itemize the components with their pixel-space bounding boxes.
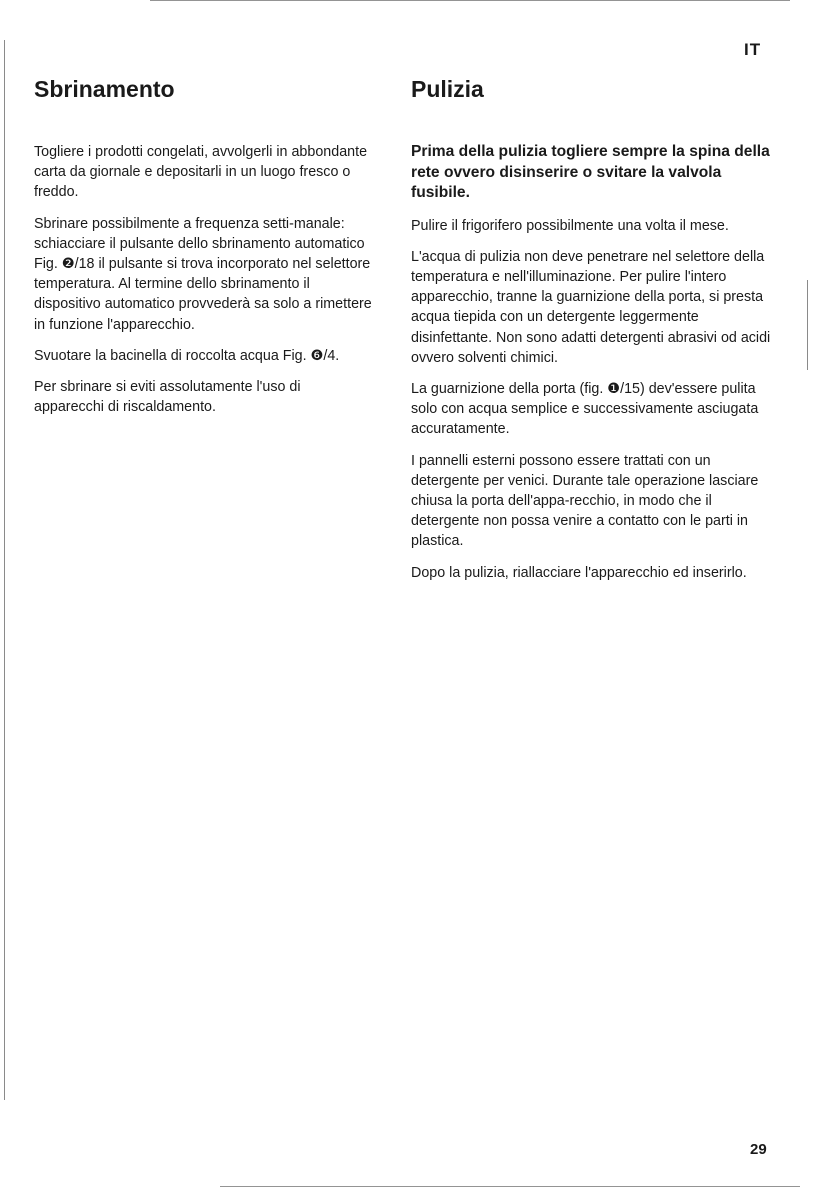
defrost-section (34, 74, 374, 428)
cleaning-paragraph-1: Pulire il frigorifero possibilmente una volta il mese. (411, 217, 729, 234)
scan-edge-left (4, 40, 5, 1100)
defrost-paragraph-1: Togliere i prodotti congelati, avvolgerli in abbondante carta da giornale e depositarli in un luogo fresco o freddo. (34, 144, 368, 201)
scan-edge-right (807, 280, 808, 370)
cleaning-heading: Pulizia (411, 76, 484, 102)
scan-edge-top (150, 0, 790, 1)
scan-edge-bottom (220, 1186, 800, 1187)
defrost-paragraph-3: Svuotare la bacinella di roccolta acqua Fig. ❻/4. (34, 347, 340, 364)
defrost-paragraph-4: Per sbrinare si eviti assolutamente l'uso di apparecchi di riscaldamento. (34, 379, 301, 416)
cleaning-paragraph-5: Dopo la pulizia, riallacciare l'apparecchio ed inserirlo. (411, 564, 747, 581)
cleaning-paragraph-4: I pannelli esterni possono essere trattati con un detergente per venici. Durante tale operazione lasciare chiusa la porta dell'appa-recchio, in modo che il detergente non possa venire a contatto con le parti in plastica. (411, 452, 759, 550)
defrost-paragraph-2: Sbrinare possibilmente a frequenza setti-manale: schiacciare il pulsante dello sbrinamento automatico Fig. ❷/18 il pulsante si trova incorporato nel selettore temperatura. Al termine dello sbrinamento il dispositivo automatico provvederà sa solo a rimettere in funzione l'apparecchio. (34, 215, 372, 333)
page-number: 29 (750, 1141, 767, 1158)
cleaning-warning: Prima della pulizia togliere sempre la spina della rete ovvero disinserire o svitare la valvola fusibile. (411, 143, 770, 201)
language-tag: IT (744, 40, 762, 59)
cleaning-section (411, 74, 773, 594)
defrost-heading: Sbrinamento (34, 76, 175, 102)
cleaning-paragraph-2: L'acqua di pulizia non deve penetrare nel selettore della temperatura e nell'illuminazione. Per pulire l'intero apparecchio, tranne la guarnizione della porta, si presta acqua tiepida con un detergente leggermente disinfettante. Non sono adatti detergenti abrasivi od acidi ovvero solventi chimici. (411, 248, 771, 366)
cleaning-paragraph-3: La guarnizione della porta (fig. ❶/15) dev'essere pulita solo con acqua semplice e successivamente asciugata accuratamente. (411, 380, 759, 438)
